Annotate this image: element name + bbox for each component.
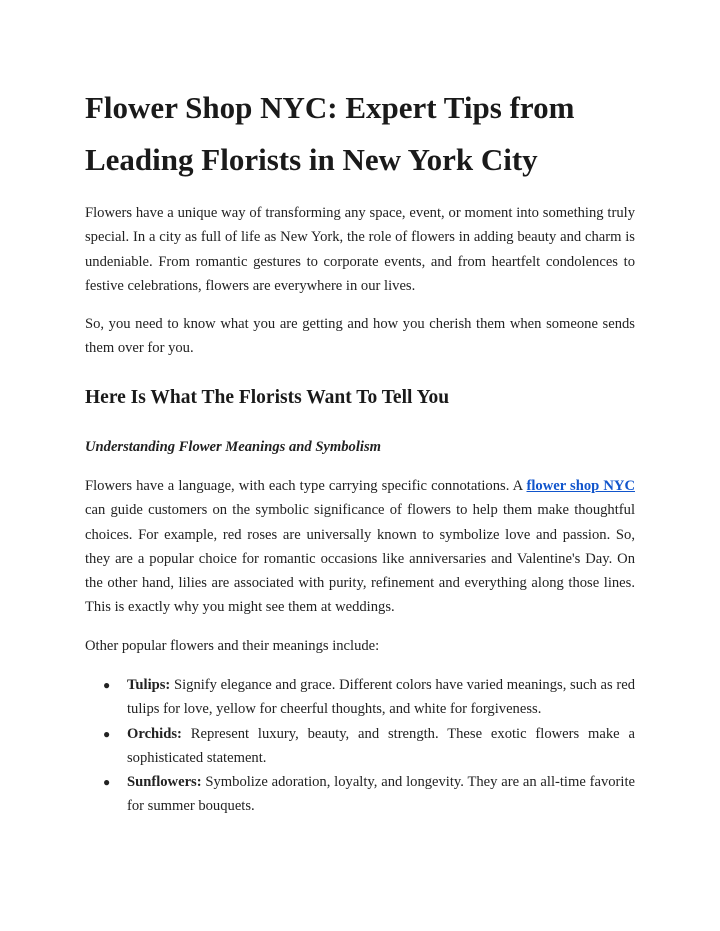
page-title: Flower Shop NYC: Expert Tips from Leading Florists in New York City bbox=[85, 90, 575, 177]
flower-description: Signify elegance and grace. Different colors have varied meanings, such as red tulips for love, yellow for cheerful thoughts, and white for forgiveness. bbox=[127, 677, 635, 718]
flower-name: Sunflowers: bbox=[127, 774, 202, 791]
list-item bbox=[85, 722, 635, 771]
list-intro: Other popular flowers and their meanings include: bbox=[85, 638, 380, 654]
flower-meanings-list bbox=[85, 673, 635, 819]
second-paragraph: So, you need to know what you are getting and how you cherish them when someone sends them over for you. bbox=[85, 316, 635, 357]
bullet-icon: ● bbox=[103, 726, 111, 741]
section-heading: Here Is What The Florists Want To Tell You bbox=[85, 387, 450, 408]
flower-description: Represent luxury, beauty, and strength. These exotic flowers make a sophisticated statement. bbox=[127, 725, 635, 766]
flower-name: Orchids: bbox=[127, 725, 182, 742]
meanings-text-before-link: Flowers have a language, with each type carrying specific connotations. A bbox=[85, 478, 527, 494]
intro-paragraph: Flowers have a unique way of transforming any space, event, or moment into something truly special. In a city as full of life as New York, the role of flowers in adding beauty and charm is undeniable. From romantic gestures to corporate events, and from heartfelt condolences to festive celebrations, flowers are everywhere in our lives. bbox=[85, 205, 635, 294]
bullet-icon: ● bbox=[103, 775, 111, 790]
meanings-text-after-link: can guide customers on the symbolic significance of flowers to help them make thoughtful choices. For example, red roses are universally known to symbolize love and passion. So, they are a popular choice for romantic occasions like anniversaries and Valentine's Day. On the other hand, lilies are associated with purity, refinement and everything along those lines. This is exactly why you might see them at weddings. bbox=[85, 502, 635, 616]
flower-name: Tulips: bbox=[127, 677, 171, 693]
list-item bbox=[85, 673, 635, 722]
list-item bbox=[85, 770, 635, 819]
flower-description: Symbolize adoration, loyalty, and longevity. They are an all-time favorite for summer bouquets. bbox=[127, 774, 635, 815]
subsection-heading: Understanding Flower Meanings and Symbolism bbox=[85, 439, 381, 455]
flower-shop-nyc-link[interactable]: flower shop NYC bbox=[526, 478, 635, 494]
meanings-paragraph bbox=[85, 474, 635, 620]
bullet-icon: ● bbox=[103, 678, 111, 692]
